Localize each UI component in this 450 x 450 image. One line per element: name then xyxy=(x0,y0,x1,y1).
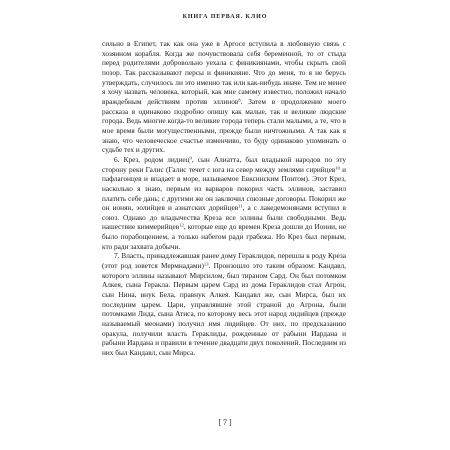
paragraph-7 xyxy=(102,251,346,357)
paragraph-6-text: , сын Алиатта, был владыкой народов по эту сторону реки Галис (Галис течет с юга на север между землями сирийцев xyxy=(102,154,346,174)
paragraph-1-tail: . Затем в продолжение моего рассказа я одинаково подробно опишу как малые, так и великие людские города. Ведь многие когда-то великие города теперь стали малыми, а те, что в мое время были могущественными, прежде были ничтожными. А так как я знаю, что человеческое счастье изменчиво, то буду одинаково упоминать о судьбе тех и других. xyxy=(102,96,346,155)
footnote-marker-8[interactable]: 8 xyxy=(238,97,241,103)
chapter-number-6: 6. xyxy=(114,154,120,164)
text-block xyxy=(102,39,346,358)
paragraph-1-text: сильно в Египет, так как она уже в Аргосе вступила в любовную связь с хозяином корабля. Когда же почувствовала себя беременной, то от стыда перед родителями добровольно уехала с финикиянами, чтобы скрыть свой позор. Так рассказывают персы и финикияне. Что до меня, то я не берусь утверждать, случилось ли это именно так или как-нибудь иначе. Тем не менее я хочу назвать человека, который, как мне самому известно, положил начало враждебным действиям против эллинов xyxy=(102,39,346,106)
running-head: КНИГА ПЕРВАЯ. КЛИО xyxy=(182,14,268,20)
footnote-marker-9[interactable]: 9 xyxy=(189,155,192,161)
footnote-marker-13[interactable]: 13 xyxy=(203,261,209,267)
paragraph-6-text: , которые еще до времен Креза дошли до Ионии, не было порабощением, а только набегом ради грабежа. Но Крез был первым, кто ради захвата добычи. xyxy=(102,222,346,251)
paragraph-7-text: Власть, принадлежавшая ранее дому Гераклидов, перешла к роду Креза (этот род зовется Мермнадами) xyxy=(102,251,346,271)
page-number: [ 7 ] xyxy=(218,418,232,427)
paragraph-6-text: и пафлагонцев и впадает в море, называемое Евксинским Понтом). Этот Крез, насколько я знаю, первым из варваров покорил часть эллинов, заставил платить себе дань; с другими же он заключил союзные договоры. Покорил же он ионян, эолийцев и азиатских дорийцев xyxy=(102,164,347,213)
paragraph-7-text: . Произошло это таким образом: Кандавл, которого эллины называют Мирсилом, был тираном Сард. Он был потомком Алкея, сына Геракла. Первым царем Сард из дома Гераклидов стал Агрон, сын Нина, внук Бела, правнук Алкея. Кандавл же, сын Мирса, был их последним царем. Цари, управлявшие этой страной до Агрона, были потомками Лида, сына Атиса, по которому весь этот народ лидийцев (прежде называемый меонами) получил имя лидийцев. От них, по предсказанию оракула, получили власть Гераклиды, рожденные от рабыни Иардана и рабыни Иардана и правили в течение двадцати двух поколений. Последним из них был Кандавл, сын Мирса. xyxy=(102,261,346,357)
paragraph-6-text: Крез, родом лидиец xyxy=(119,154,190,164)
chapter-number-7: 7. xyxy=(114,251,120,261)
footnote-marker-12[interactable]: 12 xyxy=(179,222,184,228)
paragraph-1 xyxy=(102,39,346,155)
footnote-marker-10[interactable]: 10 xyxy=(335,164,340,170)
footnote-marker-11[interactable]: 11 xyxy=(238,203,243,209)
paragraph-6 xyxy=(102,155,346,252)
paragraph-6-text: , а с лакедемонянами вступил в союз. Однако до владычества Креза все эллины были свободными. Ведь нашествие киммерийцев xyxy=(102,203,346,232)
